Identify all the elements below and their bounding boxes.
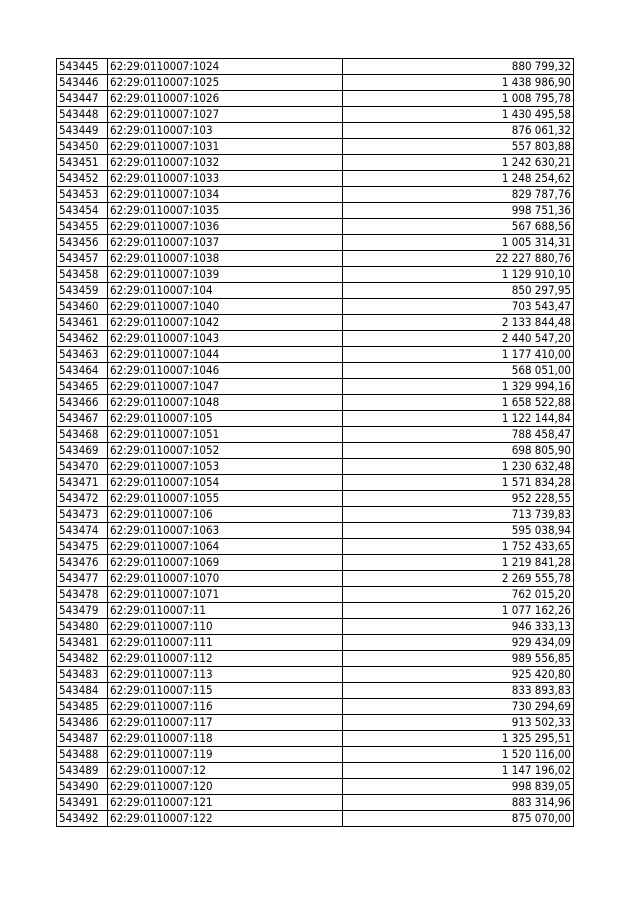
table-row [57,251,574,267]
table-row [57,315,574,331]
cadastral-number-cell: 62:29:0110007:105 [108,411,343,427]
table-row [57,523,574,539]
cadastral-number-cell: 62:29:0110007:1034 [108,187,343,203]
cadastral-value-cell: 1 520 116,00 [343,747,574,763]
row-id-cell: 543449 [57,123,108,139]
row-id-cell: 543451 [57,155,108,171]
cadastral-value-cell: 2 440 547,20 [343,331,574,347]
cadastral-value-cell: 1 230 632,48 [343,459,574,475]
cadastral-number-cell: 62:29:0110007:112 [108,651,343,667]
cadastral-number-cell: 62:29:0110007:113 [108,667,343,683]
table-row [57,59,574,75]
cadastral-number-cell: 62:29:0110007:1071 [108,587,343,603]
cadastral-value-cell: 1 248 254,62 [343,171,574,187]
cadastral-number-cell: 62:29:0110007:1069 [108,555,343,571]
cadastral-value-cell: 929 434,09 [343,635,574,651]
table-row [57,411,574,427]
row-id-cell: 543456 [57,235,108,251]
cadastral-number-cell: 62:29:0110007:1070 [108,571,343,587]
row-id-cell: 543479 [57,603,108,619]
row-id-cell: 543475 [57,539,108,555]
row-id-cell: 543448 [57,107,108,123]
cadastral-value-cell: 762 015,20 [343,587,574,603]
cadastral-number-cell: 62:29:0110007:117 [108,715,343,731]
cadastral-value-cell: 913 502,33 [343,715,574,731]
cadastral-value-cell: 1 005 314,31 [343,235,574,251]
table-body [57,59,574,827]
cadastral-value-cell: 1 430 495,58 [343,107,574,123]
cadastral-value-cell: 1 752 433,65 [343,539,574,555]
row-id-cell: 543487 [57,731,108,747]
cadastral-number-cell: 62:29:0110007:122 [108,811,343,827]
table-row [57,219,574,235]
table-row [57,491,574,507]
cadastral-value-cell: 952 228,55 [343,491,574,507]
table-row [57,155,574,171]
cadastral-value-cell: 850 297,95 [343,283,574,299]
cadastral-number-cell: 62:29:0110007:1027 [108,107,343,123]
cadastral-number-cell: 62:29:0110007:121 [108,795,343,811]
table-row [57,731,574,747]
row-id-cell: 543468 [57,427,108,443]
cadastral-number-cell: 62:29:0110007:1025 [108,75,343,91]
cadastral-number-cell: 62:29:0110007:1037 [108,235,343,251]
cadastral-number-cell: 62:29:0110007:116 [108,699,343,715]
row-id-cell: 543478 [57,587,108,603]
cadastral-value-cell: 829 787,76 [343,187,574,203]
table-row [57,347,574,363]
cadastral-number-cell: 62:29:0110007:1043 [108,331,343,347]
table-row [57,507,574,523]
cadastral-value-cell: 2 133 844,48 [343,315,574,331]
cadastral-number-cell: 62:29:0110007:1042 [108,315,343,331]
table-row [57,299,574,315]
cadastral-number-cell: 62:29:0110007:104 [108,283,343,299]
cadastral-value-cell: 1 219 841,28 [343,555,574,571]
cadastral-number-cell: 62:29:0110007:1038 [108,251,343,267]
table-row [57,667,574,683]
cadastral-value-cell: 998 839,05 [343,779,574,795]
cadastral-number-cell: 62:29:0110007:1055 [108,491,343,507]
row-id-cell: 543480 [57,619,108,635]
cadastral-value-cell: 698 805,90 [343,443,574,459]
row-id-cell: 543447 [57,91,108,107]
row-id-cell: 543450 [57,139,108,155]
cadastral-number-cell: 62:29:0110007:1032 [108,155,343,171]
table-row [57,475,574,491]
row-id-cell: 543481 [57,635,108,651]
cadastral-number-cell: 62:29:0110007:106 [108,507,343,523]
table-row [57,331,574,347]
cadastral-value-cell: 567 688,56 [343,219,574,235]
cadastral-number-cell: 62:29:0110007:1063 [108,523,343,539]
cadastral-number-cell: 62:29:0110007:1044 [108,347,343,363]
cadastral-value-cell: 1 325 295,51 [343,731,574,747]
table-row [57,619,574,635]
cadastral-number-cell: 62:29:0110007:1031 [108,139,343,155]
row-id-cell: 543489 [57,763,108,779]
cadastral-value-cell: 557 803,88 [343,139,574,155]
cadastral-value-cell: 1 177 410,00 [343,347,574,363]
cadastral-number-cell: 62:29:0110007:115 [108,683,343,699]
cadastral-value-cell: 998 751,36 [343,203,574,219]
cadastral-number-cell: 62:29:0110007:1051 [108,427,343,443]
table-row [57,283,574,299]
cadastral-value-cell: 788 458,47 [343,427,574,443]
cadastral-value-cell: 713 739,83 [343,507,574,523]
cadastral-number-cell: 62:29:0110007:110 [108,619,343,635]
row-id-cell: 543477 [57,571,108,587]
cadastral-value-cell: 946 333,13 [343,619,574,635]
table-row [57,459,574,475]
cadastral-value-cell: 1 129 910,10 [343,267,574,283]
row-id-cell: 543465 [57,379,108,395]
table-row [57,203,574,219]
table-row [57,795,574,811]
cadastral-value-cell: 22 227 880,76 [343,251,574,267]
table-row [57,235,574,251]
cadastral-value-cell: 703 543,47 [343,299,574,315]
table-row [57,683,574,699]
table-row [57,603,574,619]
cadastral-value-cell: 2 269 555,78 [343,571,574,587]
cadastral-value-cell: 730 294,69 [343,699,574,715]
row-id-cell: 543492 [57,811,108,827]
table-row [57,171,574,187]
cadastral-value-cell: 880 799,32 [343,59,574,75]
table-row [57,555,574,571]
cadastral-number-cell: 62:29:0110007:1024 [108,59,343,75]
cadastral-number-cell: 62:29:0110007:1026 [108,91,343,107]
cadastral-number-cell: 62:29:0110007:1046 [108,363,343,379]
cadastral-value-cell: 1 122 144,84 [343,411,574,427]
table-row [57,123,574,139]
cadastral-number-cell: 62:29:0110007:1033 [108,171,343,187]
cadastral-number-cell: 62:29:0110007:103 [108,123,343,139]
cadastral-number-cell: 62:29:0110007:118 [108,731,343,747]
row-id-cell: 543471 [57,475,108,491]
table-row [57,539,574,555]
cadastral-value-cell: 1 147 196,02 [343,763,574,779]
table-row [57,139,574,155]
table-row [57,363,574,379]
cadastral-value-table [56,58,574,827]
row-id-cell: 543452 [57,171,108,187]
table-row [57,635,574,651]
table-row [57,571,574,587]
row-id-cell: 543476 [57,555,108,571]
row-id-cell: 543445 [57,59,108,75]
table-row [57,587,574,603]
row-id-cell: 543463 [57,347,108,363]
row-id-cell: 543454 [57,203,108,219]
cadastral-value-cell: 595 038,94 [343,523,574,539]
table-row [57,747,574,763]
row-id-cell: 543464 [57,363,108,379]
row-id-cell: 543455 [57,219,108,235]
table-row [57,651,574,667]
row-id-cell: 543488 [57,747,108,763]
row-id-cell: 543473 [57,507,108,523]
table-row [57,267,574,283]
table-row [57,699,574,715]
cadastral-number-cell: 62:29:0110007:119 [108,747,343,763]
cadastral-number-cell: 62:29:0110007:1039 [108,267,343,283]
table-row [57,779,574,795]
row-id-cell: 543482 [57,651,108,667]
cadastral-value-cell: 568 051,00 [343,363,574,379]
cadastral-value-cell: 1 077 162,26 [343,603,574,619]
table-row [57,427,574,443]
row-id-cell: 543486 [57,715,108,731]
cadastral-number-cell: 62:29:0110007:1052 [108,443,343,459]
table-row [57,379,574,395]
cadastral-value-cell: 876 061,32 [343,123,574,139]
cadastral-number-cell: 62:29:0110007:1064 [108,539,343,555]
cadastral-value-cell: 1 242 630,21 [343,155,574,171]
table-row [57,443,574,459]
table-row [57,187,574,203]
row-id-cell: 543459 [57,283,108,299]
row-id-cell: 543469 [57,443,108,459]
row-id-cell: 543485 [57,699,108,715]
row-id-cell: 543466 [57,395,108,411]
table-row [57,715,574,731]
cadastral-number-cell: 62:29:0110007:11 [108,603,343,619]
cadastral-number-cell: 62:29:0110007:120 [108,779,343,795]
cadastral-number-cell: 62:29:0110007:1035 [108,203,343,219]
row-id-cell: 543472 [57,491,108,507]
row-id-cell: 543458 [57,267,108,283]
cadastral-value-cell: 989 556,85 [343,651,574,667]
row-id-cell: 543462 [57,331,108,347]
table-row [57,811,574,827]
cadastral-number-cell: 62:29:0110007:1040 [108,299,343,315]
row-id-cell: 543474 [57,523,108,539]
row-id-cell: 543446 [57,75,108,91]
row-id-cell: 543460 [57,299,108,315]
table-row [57,763,574,779]
cadastral-number-cell: 62:29:0110007:1054 [108,475,343,491]
table-row [57,395,574,411]
row-id-cell: 543490 [57,779,108,795]
row-id-cell: 543457 [57,251,108,267]
cadastral-value-cell: 875 070,00 [343,811,574,827]
cadastral-number-cell: 62:29:0110007:1036 [108,219,343,235]
row-id-cell: 543461 [57,315,108,331]
cadastral-number-cell: 62:29:0110007:1048 [108,395,343,411]
row-id-cell: 543453 [57,187,108,203]
row-id-cell: 543491 [57,795,108,811]
cadastral-number-cell: 62:29:0110007:111 [108,635,343,651]
table-row [57,75,574,91]
row-id-cell: 543470 [57,459,108,475]
cadastral-value-cell: 1 008 795,78 [343,91,574,107]
cadastral-value-cell: 833 893,83 [343,683,574,699]
cadastral-value-cell: 1 658 522,88 [343,395,574,411]
row-id-cell: 543483 [57,667,108,683]
table-row [57,107,574,123]
cadastral-number-cell: 62:29:0110007:12 [108,763,343,779]
table-row [57,91,574,107]
cadastral-value-cell: 925 420,80 [343,667,574,683]
row-id-cell: 543484 [57,683,108,699]
cadastral-value-cell: 883 314,96 [343,795,574,811]
cadastral-number-cell: 62:29:0110007:1053 [108,459,343,475]
cadastral-value-cell: 1 438 986,90 [343,75,574,91]
cadastral-number-cell: 62:29:0110007:1047 [108,379,343,395]
row-id-cell: 543467 [57,411,108,427]
cadastral-value-cell: 1 329 994,16 [343,379,574,395]
cadastral-value-cell: 1 571 834,28 [343,475,574,491]
